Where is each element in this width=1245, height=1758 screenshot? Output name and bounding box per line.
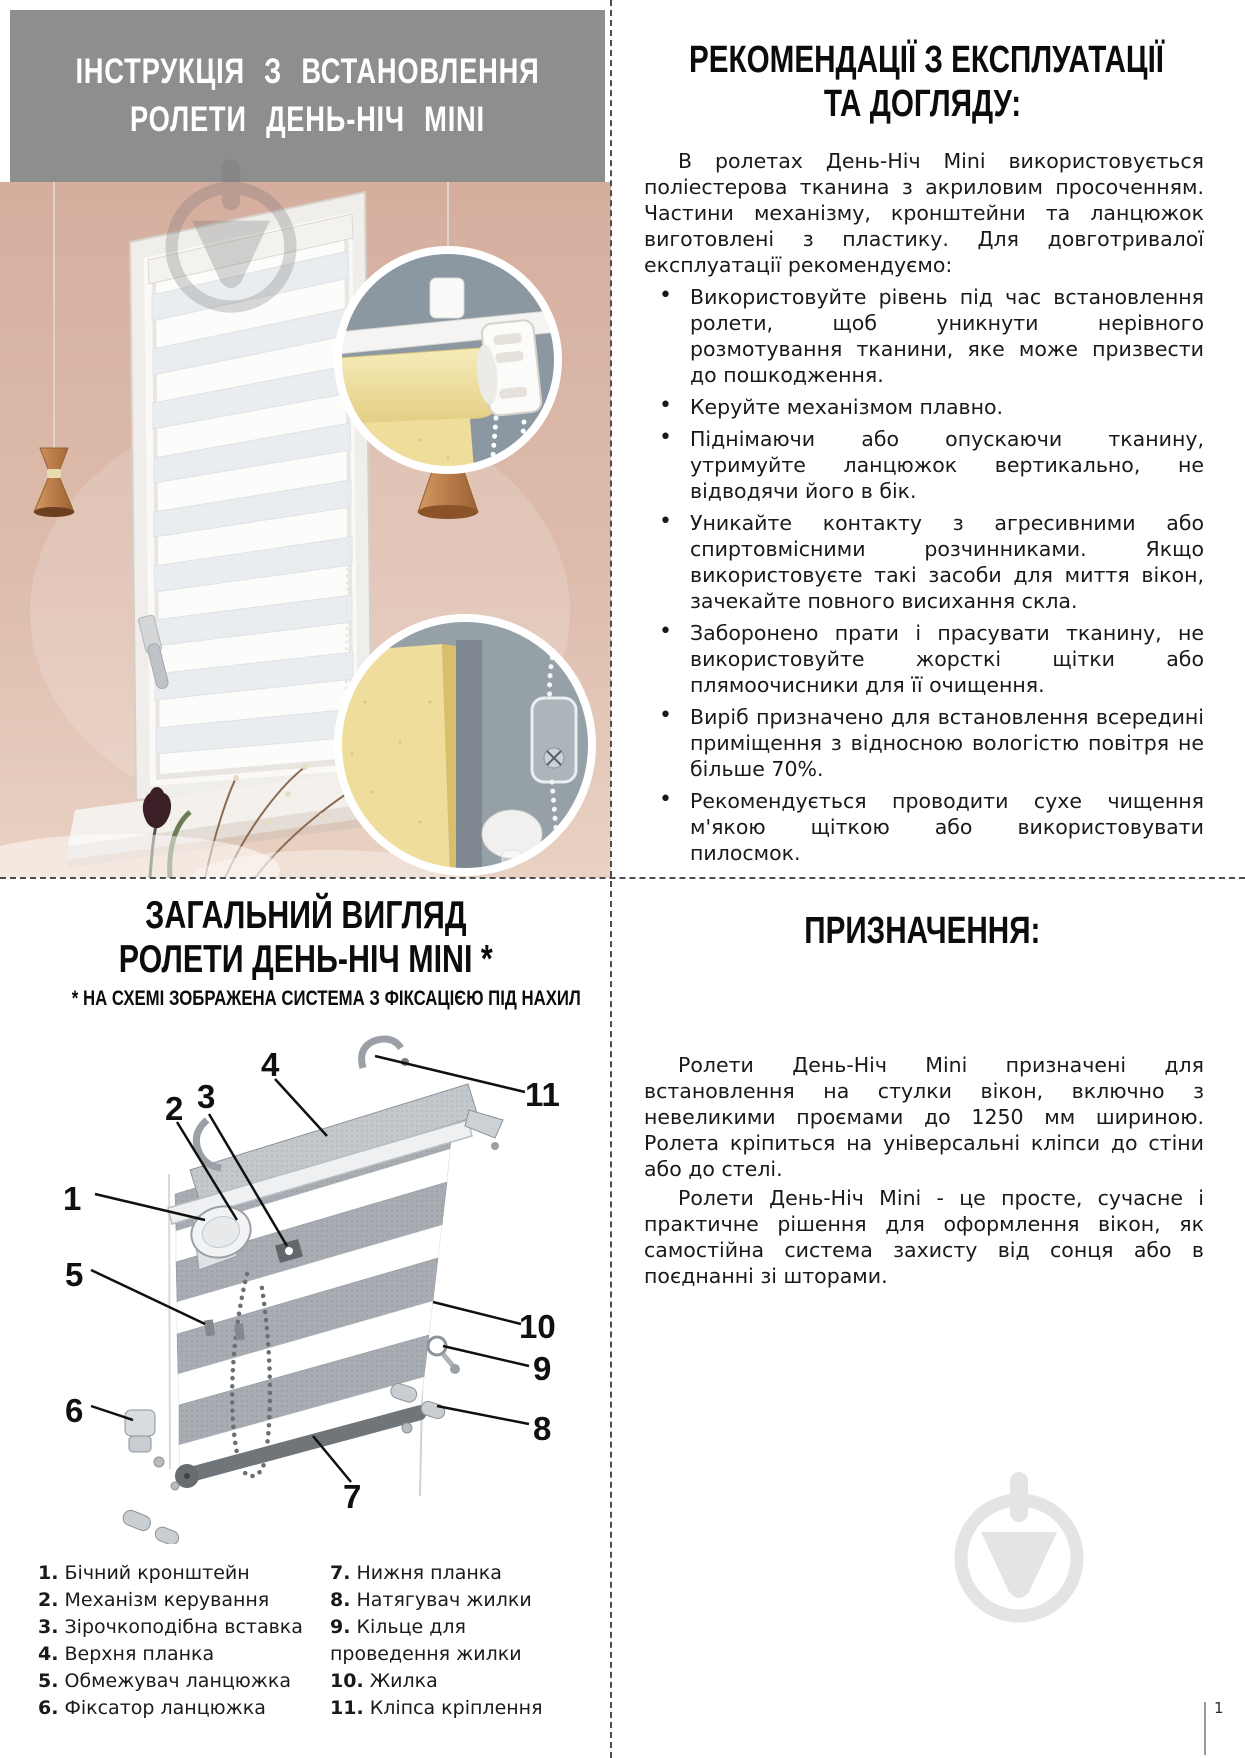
clip-screw [491, 1142, 499, 1150]
diagram-number-3: 3 [197, 1078, 216, 1115]
purpose-section-body [644, 1052, 1204, 1289]
purpose-paragraph-1: Ролети День-Ніч Mini призначені для встановлення на стулки вікон, включно з невеликими проємами до 1250 мм шириною. Ролета кріпиться на універсальні кліпси до стіни або до стелі. [644, 1053, 1204, 1181]
care-intro-paragraph: В ролетах День-Ніч Mini використовується поліестерова тканина з акриловим просоченням. Частини механізму, кронштейни та ланцюжок виготовлені з пластику. Для довготривалої експлуатації рекомендуємо: [644, 149, 1204, 277]
diagram-number-5: 5 [65, 1256, 84, 1293]
care-title-line1: РЕКОМЕНДАЦІЇ З ЕКСПЛУАТАЦІЇ [688, 39, 1164, 81]
care-bullet: • Керуйте механізмом плавно. [644, 394, 1204, 420]
legend-item: 5. Обмежувач ланцюжка [38, 1670, 292, 1692]
care-section-title [622, 38, 1222, 126]
vertical-dashed-divider [610, 0, 612, 1758]
roller-blind-diagram [25, 1024, 585, 1544]
legend-item: 8. Натягувач жилки [330, 1589, 532, 1611]
legend-column-right [330, 1560, 588, 1722]
purpose-section-title: ПРИЗНАЧЕННЯ: [803, 910, 1041, 952]
legend-item: 11. Кліпса кріплення [330, 1697, 543, 1719]
care-title-line2: ТА ДОГЛЯДУ: [823, 82, 1021, 125]
page-number-rule [1204, 1702, 1206, 1755]
general-view-subtitle: * НА СХЕМІ ЗОБРАЖЕНА СИСТЕМА З ФІКСАЦІЄЮ ПІД НАХИЛ [71, 986, 581, 1010]
legend-item: 1. Бічний кронштейн [38, 1562, 250, 1584]
diagram-number-10: 10 [519, 1308, 556, 1345]
legend-item: 6. Фіксатор ланцюжка [38, 1697, 266, 1719]
diagram-number-4: 4 [261, 1046, 280, 1083]
brand-watermark-bottom [938, 1466, 1100, 1634]
legend-item: 10. Жилка [330, 1670, 438, 1692]
care-bullet: • Заборонено прати і прасувати тканину, не використовуйте жорсткі щітки або плямоочисники для її очищення. [644, 620, 1204, 698]
diagram-number-1: 1 [63, 1180, 82, 1217]
install-title-line1: ІНСТРУКЦІЯ З ВСТАНОВЛЕННЯ [75, 52, 540, 92]
care-bullet-list [644, 284, 1204, 866]
care-bullet: • Рекомендується проводити сухе чищення м'якою щіткою або використовувати пилосмок. [644, 788, 1204, 866]
care-bullet: • Використовуйте рівень під час встановлення ролети, щоб уникнути нерівного розмотування тканини, яке може призвести до пошкодження. [644, 284, 1204, 388]
wire-ring [428, 1337, 460, 1374]
legend-column-left [38, 1560, 326, 1722]
care-bullet: • Уникайте контакту з агресивними або спиртовмісними розчинниками. Якщо використовуєте такі засоби для миття вікон, зачекайте повного висихання скла. [644, 510, 1204, 614]
install-title-line2: РОЛЕТИ ДЕНЬ-НІЧ MINI [130, 99, 485, 139]
brand-watermark-top [148, 153, 314, 325]
care-section-body [644, 148, 1204, 866]
bottom-bar-pin [184, 1473, 190, 1479]
inset-mechanism-closeup [338, 250, 558, 474]
legend-item: 2. Механізм керування [38, 1589, 270, 1611]
care-bullet: • Піднімаючи або опускаючи тканину, утримуйте ланцюжок вертикально, не відводячи його в бік. [644, 426, 1204, 504]
legend-item: 9. Кільце для проведення жилки [330, 1616, 522, 1665]
care-bullet: • Виріб призначено для встановлення всередині приміщення з відносною вологістю повітря не більше 70%. [644, 704, 1204, 782]
diagram-number-9: 9 [533, 1350, 552, 1387]
horizontal-dashed-divider [0, 877, 1245, 879]
diagram-number-6: 6 [65, 1392, 84, 1429]
general-view-title [0, 894, 611, 981]
chain-fixator [121, 1410, 181, 1544]
legend-item: 7. Нижня планка [330, 1562, 502, 1584]
diagram-number-11: 11 [525, 1076, 560, 1113]
page-number: 1 [1214, 1699, 1224, 1717]
diagram-number-2: 2 [165, 1090, 184, 1127]
general-view-title-line1: ЗАГАЛЬНИЙ ВИГЛЯД [144, 894, 467, 937]
legend-item: 4. Верхня планка [38, 1643, 215, 1665]
legend-item: 3. Зірочкоподібна вставка [38, 1616, 303, 1638]
purpose-paragraph-2: Ролети День-Ніч Mini - це просте, сучасне і практичне рішення для оформлення вікон, як самостійна система захисту від сонця або в поєднанні зі шторами. [644, 1186, 1204, 1288]
general-view-title-line2: РОЛЕТИ ДЕНЬ-НІЧ MINI * [118, 937, 493, 981]
inset-fixator-closeup [338, 618, 592, 876]
diagram-number-8: 8 [533, 1410, 552, 1447]
diagram-number-7: 7 [343, 1478, 362, 1515]
